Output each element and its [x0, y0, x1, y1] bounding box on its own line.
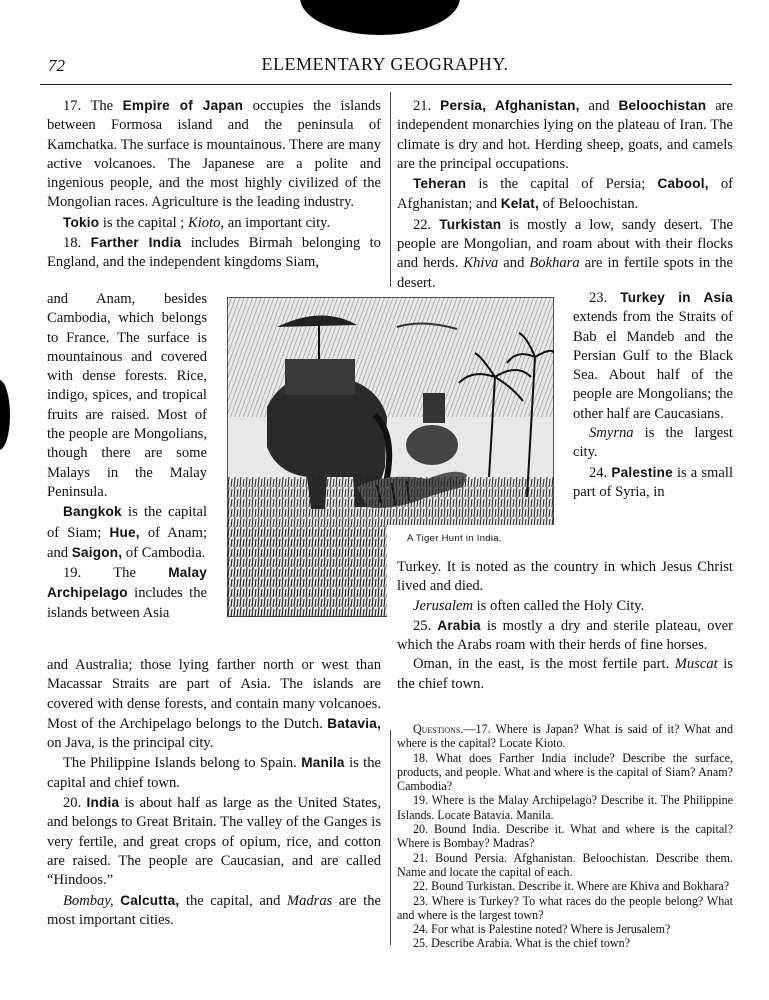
paragraph-japan: 17. The Empire of Japan occupies the islands between Formosa island and the peninsula of Kamchatka. The surface is mountainous. There are many active volcanoes. The Japanese are a polite and ingenious people, and the most highly civilized of the Mongolian races. Agriculture is the leading industry. [47, 98, 381, 211]
right-column-top [397, 96, 733, 293]
paragraph-turkistan: 22. Turkistan is mostly a low, sandy desert. The people are Mongolian, and roam about with their flocks and herds. Khiva and Bokhara are in fertile spots in the desert. [397, 216, 733, 291]
question-22: 22. Bound Turkistan. Describe it. Where are Khiva and Bokhara? [413, 879, 730, 894]
paragraph-india: 20. India is about half as large as the United States, and belongs to Great Britain. The valley of the Ganges is very fertile, and great crops of opium, rice, and cotton are raised. The people are Caucasian, and are called “Hindoos.” [47, 795, 381, 889]
question-20: 20. Bound India. Describe it. What and where is the capital? Where is Bombay? Madras? [397, 822, 733, 851]
paragraph-oman: Oman, in the east, is the most fertile part. Muscat is the chief town. [397, 656, 733, 692]
paragraph-teheran: Teheran is the capital of Persia; Cabool, of Afghanistan; and Kelat, of Beloochistan. [397, 176, 733, 213]
paragraph-palestine: 24. Palestine is a small part of Syria, in [573, 464, 733, 500]
question-18: 18. What does Farther India include? Describe the surface, products, and people. What and where is the capital of Siam? Anam? Cambodia? [397, 750, 733, 794]
paragraph-malay: 19. The Malay Archipelago includes the islands between Asia [47, 565, 207, 621]
question-23: 23. Where is Turkey? To what races do the people belong? What and where is the largest town? [397, 893, 733, 922]
question-24: 24. For what is Palestine noted? Where is Jerusalem? [413, 922, 671, 937]
paragraph-palestine-cont: Turkey. It is noted as the country in which Jesus Christ lived and died. [397, 559, 733, 595]
paragraph-bombay: Bombay, Calcutta, the capital, and Madras are the most important cities. [47, 892, 381, 928]
left-column-bottom [47, 656, 381, 930]
column-rule [390, 730, 391, 945]
paragraph-smyrna: Smyrna is the largest city. [573, 425, 733, 461]
paragraph-jerusalem: Jerusalem is often called the Holy City. [413, 597, 645, 614]
paragraph-farther-india: 18. Farther India includes Birmah belonging to England, and the independent kingdoms Siam, [47, 235, 381, 271]
right-column-bottom [397, 558, 733, 694]
scan-blot [0, 380, 10, 450]
question-19: 19. Where is the Malay Archipelago? Describe it. The Philippine Islands. Locate Batavia. Manila. [397, 793, 733, 822]
question-17: Questions.—17. Where is Japan? What is said of it? What and where is the capital? Locate Kioto. [397, 722, 733, 751]
question-25: 25. Describe Arabia. What is the chief town? [413, 936, 631, 951]
left-column-narrow [47, 290, 207, 623]
page-header [40, 52, 730, 78]
paragraph-bangkok: Bangkok is the capital of Siam; Hue, of Anam; and Saigon, of Cambodia. [47, 504, 207, 561]
questions-label: Questions. [413, 722, 464, 736]
column-rule [390, 92, 391, 287]
right-column-narrow [573, 288, 733, 502]
paragraph-tokio: Tokio is the capital ; Kioto, an important city. [63, 214, 331, 231]
running-title: ELEMENTARY GEOGRAPHY. [261, 54, 509, 74]
header-rule [40, 84, 732, 85]
question-21: 21. Bound Persia. Afghanistan. Beloochistan. Describe them. Name and locate the capital of each. [397, 850, 733, 879]
left-column-top [47, 96, 381, 273]
figure-caption: A Tiger Hunt in India. [407, 533, 502, 544]
paragraph-arabia: 25. Arabia is mostly a dry and sterile plateau, over which the Arabs roam with their herds of fine horses. [397, 617, 733, 654]
paragraph-philippine: The Philippine Islands belong to Spain. Manila is the capital and chief town. [47, 755, 381, 791]
paragraph-persia: 21. Persia, Afghanistan, and Beloochistan are independent monarchies lying on the plateau of Iran. The climate is dry and hot. Herding sheep, goats, and camels are the principal occupations. [397, 98, 734, 172]
paragraph-turkey: 23. Turkey in Asia extends from the Straits of Bab el Mandeb and the Persian Gulf to the Black Sea. About half of the people are Mongolians; the other half are Caucasians. [573, 290, 733, 422]
page-number: 72 [48, 56, 65, 75]
scan-blot [300, 0, 460, 35]
paragraph-malay-cont: and Australia; those lying farther north or west than Macassar Straits are part of Asia. The islands are covered with dense forests, and contain many volcanoes. Most of the Archipelago belongs to the Dutch. Batavia, on Java, is the principal city. [47, 657, 381, 752]
questions-section [397, 722, 733, 951]
paragraph-farther-india-cont: and Anam, besides Cambodia, which belongs to France. The surface is mountainous and covered with dense forests. Rice, indigo, spices, and tropical fruits are raised. Most of the people are Mongolians, though there are some Malays in the Malay Peninsula. [47, 291, 207, 500]
